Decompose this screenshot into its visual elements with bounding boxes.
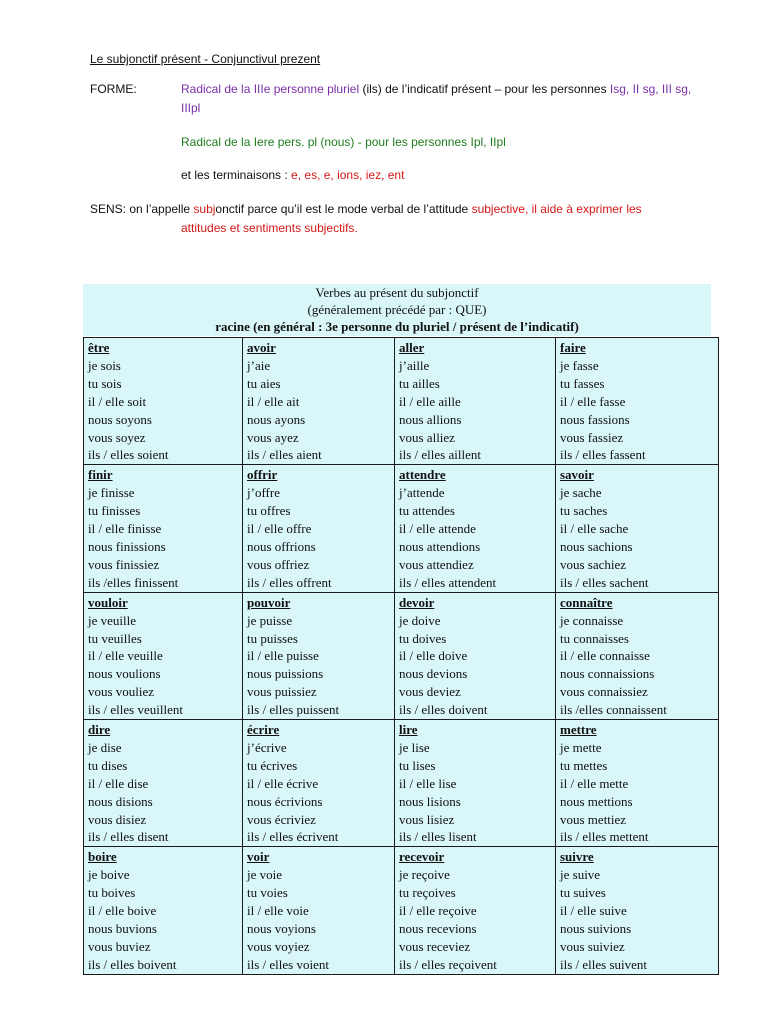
conjugated-form: vous soyez bbox=[88, 429, 146, 445]
table-heading-line-1: Verbes au présent du subjonctif bbox=[315, 285, 479, 300]
conjugated-form: tu écrives bbox=[247, 757, 298, 773]
conjugated-form: ils / elles reçoivent bbox=[399, 956, 497, 972]
conjugated-form: vous finissiez bbox=[88, 556, 160, 572]
conjugated-form: ils / elles offrent bbox=[247, 574, 332, 590]
conjugated-form: je puisse bbox=[247, 612, 293, 628]
verb-cell bbox=[84, 465, 243, 592]
terminaisons-line bbox=[181, 167, 404, 183]
conjugated-form: tu sois bbox=[88, 375, 122, 391]
conjugated-form: tu reçoives bbox=[399, 885, 456, 901]
verb-cell bbox=[243, 720, 395, 847]
conjugated-form: vous lisiez bbox=[399, 811, 455, 827]
conjugated-form: vous mettiez bbox=[560, 811, 627, 827]
conjugated-form: nous écrivions bbox=[247, 793, 323, 809]
conjugated-form: il / elle veuille bbox=[88, 648, 163, 664]
conjugated-form: j’aie bbox=[247, 357, 271, 373]
conjugated-form: il / elle boive bbox=[88, 903, 157, 919]
conjugated-form: ils / elles puissent bbox=[247, 702, 340, 718]
forme-radical-text: Radical de la IIIe personne pluriel bbox=[181, 82, 360, 96]
conjugated-form: il / elle sache bbox=[560, 521, 629, 537]
conjugated-form: nous mettions bbox=[560, 793, 633, 809]
conjugated-form: tu lises bbox=[399, 757, 436, 773]
forme-line-1b: IIIpl bbox=[181, 101, 201, 115]
conjugated-form: tu doives bbox=[399, 630, 447, 646]
conjugated-form: vous deviez bbox=[399, 684, 461, 700]
conjugated-form: vous connaissiez bbox=[560, 684, 648, 700]
conjugated-form: nous soyons bbox=[88, 411, 152, 427]
conjugated-form: ils / elles mettent bbox=[560, 829, 649, 845]
verb-cell bbox=[84, 592, 243, 719]
conjugated-form: nous fassions bbox=[560, 411, 630, 427]
conjugated-form: il / elle offre bbox=[247, 521, 312, 537]
conjugated-form: je dise bbox=[88, 739, 122, 755]
conjugated-form: je voie bbox=[247, 867, 283, 883]
conjugated-form: il / elle finisse bbox=[88, 521, 162, 537]
conjugated-form: tu suives bbox=[560, 885, 606, 901]
conjugated-form: je doive bbox=[399, 612, 441, 628]
verb-infinitive: faire bbox=[560, 340, 586, 355]
conjugated-form: j’attende bbox=[399, 485, 445, 501]
sens-subj: subj bbox=[193, 202, 216, 216]
conjugated-form: il / elle suive bbox=[560, 903, 627, 919]
conjugated-form: vous alliez bbox=[399, 429, 455, 445]
conjugated-form: il / elle voie bbox=[247, 903, 309, 919]
conjugated-form: j’écrive bbox=[247, 739, 287, 755]
conjugated-form: nous offrions bbox=[247, 538, 316, 554]
conjugated-form: nous finissions bbox=[88, 538, 166, 554]
verb-cell bbox=[84, 720, 243, 847]
verb-infinitive: aller bbox=[399, 340, 425, 355]
conjugated-form: nous connaissions bbox=[560, 666, 655, 682]
conjugated-form: il / elle écrive bbox=[247, 775, 319, 791]
conjugated-form: il / elle lise bbox=[399, 775, 457, 791]
conjugated-form: je veuille bbox=[88, 612, 137, 628]
conjugated-form: ils / elles veuillent bbox=[88, 702, 183, 718]
conjugated-form: vous fassiez bbox=[560, 429, 624, 445]
forme-middle-text: (ils) de l’indicatif présent – pour les personnes bbox=[359, 82, 610, 96]
table-row bbox=[84, 720, 719, 847]
verb-cell bbox=[395, 465, 556, 592]
conjugated-form: ils / elles disent bbox=[88, 829, 169, 845]
verb-infinitive: avoir bbox=[247, 340, 276, 355]
conjugated-form: tu voies bbox=[247, 885, 288, 901]
conjugated-form: je lise bbox=[399, 739, 430, 755]
conjugated-form: il / elle soit bbox=[88, 393, 147, 409]
forme-persons-text: Isg, II sg, III sg, bbox=[609, 82, 692, 96]
verb-infinitive: voir bbox=[247, 849, 270, 865]
conjugated-form: ils / elles lisent bbox=[399, 829, 477, 845]
conjugated-form: tu veuilles bbox=[88, 630, 142, 646]
verb-cell bbox=[84, 338, 243, 465]
conjugated-form: vous buviez bbox=[88, 938, 151, 954]
conjugated-form: nous attendions bbox=[399, 538, 481, 554]
verb-infinitive: mettre bbox=[560, 722, 597, 738]
conjugated-form: tu puisses bbox=[247, 630, 298, 646]
conjugated-form: vous attendiez bbox=[399, 556, 474, 572]
verb-cell bbox=[84, 847, 243, 974]
forme-label: FORME: bbox=[90, 82, 137, 96]
verb-cell bbox=[395, 720, 556, 847]
conjugated-form: j’aille bbox=[399, 357, 430, 373]
verb-infinitive: écrire bbox=[247, 722, 280, 738]
conjugated-form: nous lisions bbox=[399, 793, 461, 809]
sens-line-1 bbox=[90, 201, 642, 217]
conjugated-form: ils / elles sachent bbox=[560, 574, 649, 590]
terminaisons-label: et les terminaisons : bbox=[181, 168, 292, 182]
verb-infinitive: recevoir bbox=[399, 849, 445, 865]
conjugated-form: il / elle reçoive bbox=[399, 903, 477, 919]
sens-prefix: SENS: on l’appelle bbox=[90, 202, 194, 216]
conjugated-form: tu aies bbox=[247, 375, 281, 391]
conjugated-form: vous ayez bbox=[247, 429, 299, 445]
conjugated-form: il / elle doive bbox=[399, 648, 468, 664]
conjugated-form: j’offre bbox=[247, 485, 280, 501]
conjugated-form: vous écriviez bbox=[247, 811, 316, 827]
conjugated-form: je reçoive bbox=[399, 867, 450, 883]
table-heading-line-2: (généralement précédé par : QUE) bbox=[307, 302, 487, 317]
conjugated-form: ils / elles fassent bbox=[560, 447, 646, 463]
conjugated-form: nous voulions bbox=[88, 666, 161, 682]
verb-cell bbox=[556, 720, 719, 847]
conjugated-form: il / elle puisse bbox=[247, 648, 319, 664]
verb-infinitive: devoir bbox=[399, 594, 435, 610]
conjugated-form: ils / elles soient bbox=[88, 447, 169, 463]
verb-infinitive: attendre bbox=[399, 467, 446, 483]
verb-cell bbox=[556, 847, 719, 974]
verb-infinitive: finir bbox=[88, 467, 113, 483]
conjugated-form: vous puissiez bbox=[247, 684, 317, 700]
verb-cell bbox=[556, 338, 719, 465]
conjugated-form: tu saches bbox=[560, 503, 608, 519]
conjugated-form: je fasse bbox=[560, 357, 599, 373]
conjugated-form: nous puissions bbox=[247, 666, 324, 682]
conjugated-form: vous vouliez bbox=[88, 684, 155, 700]
conjugated-form: nous allions bbox=[399, 411, 462, 427]
conjugated-form: vous suiviez bbox=[560, 938, 625, 954]
verb-infinitive: connaître bbox=[560, 594, 613, 610]
conjugated-form: nous ayons bbox=[247, 411, 306, 427]
verb-cell bbox=[556, 465, 719, 592]
conjugated-form: tu connaisses bbox=[560, 630, 629, 646]
verb-cell bbox=[243, 592, 395, 719]
table-heading bbox=[83, 284, 711, 336]
sens-line-2: attitudes et sentiments subjectifs. bbox=[181, 221, 358, 235]
conjugated-form: vous sachiez bbox=[560, 556, 627, 572]
verb-cell bbox=[243, 847, 395, 974]
conjugation-table bbox=[83, 337, 719, 975]
conjugated-form: je mette bbox=[560, 739, 602, 755]
conjugated-form: nous buvions bbox=[88, 921, 157, 936]
conjugated-form: tu boives bbox=[88, 885, 136, 901]
forme-line-2: Radical de la Iere pers. pl (nous) - pour les personnes Ipl, IIpl bbox=[181, 135, 506, 149]
conjugated-form: il / elle mette bbox=[560, 775, 629, 791]
conjugated-form: nous devions bbox=[399, 666, 468, 682]
conjugated-form: tu ailles bbox=[399, 375, 440, 391]
conjugated-form: nous suivions bbox=[560, 921, 632, 936]
verb-infinitive: suivre bbox=[560, 849, 594, 865]
conjugated-form: nous recevions bbox=[399, 921, 477, 936]
conjugated-form: tu mettes bbox=[560, 757, 608, 773]
conjugation-table-body bbox=[84, 338, 719, 975]
conjugated-form: je boive bbox=[88, 867, 130, 883]
verb-cell bbox=[556, 592, 719, 719]
verb-cell bbox=[395, 338, 556, 465]
table-row bbox=[84, 592, 719, 719]
conjugated-form: vous receviez bbox=[399, 938, 471, 954]
conjugated-form: ils / elles voient bbox=[247, 956, 329, 972]
verb-cell bbox=[243, 338, 395, 465]
conjugated-form: nous disions bbox=[88, 793, 153, 809]
conjugated-form: il / elle aille bbox=[399, 393, 461, 409]
conjugated-form: il / elle ait bbox=[247, 393, 300, 409]
verb-infinitive: être bbox=[88, 340, 110, 355]
conjugated-form: il / elle connaisse bbox=[560, 648, 650, 664]
conjugated-form: vous offriez bbox=[247, 556, 310, 572]
verb-cell bbox=[395, 847, 556, 974]
sens-subjective: subjective, il aide à exprimer les bbox=[471, 202, 642, 216]
conjugated-form: ils / elles attendent bbox=[399, 574, 497, 590]
table-row bbox=[84, 465, 719, 592]
conjugated-form: ils /elles finissent bbox=[88, 574, 179, 590]
conjugated-form: nous sachions bbox=[560, 538, 633, 554]
conjugated-form: ils / elles écrivent bbox=[247, 829, 339, 845]
verb-cell bbox=[243, 465, 395, 592]
conjugated-form: ils / elles aillent bbox=[399, 447, 481, 463]
verb-infinitive: pouvoir bbox=[247, 594, 291, 610]
conjugated-form: je sache bbox=[560, 485, 602, 501]
forme-line-1 bbox=[181, 81, 691, 97]
conjugated-form: ils / elles boivent bbox=[88, 956, 177, 972]
conjugated-form: tu dises bbox=[88, 757, 128, 773]
terminaisons-values: e, es, e, ions, iez, ent bbox=[291, 168, 405, 182]
conjugated-form: ils / elles aient bbox=[247, 447, 322, 463]
conjugated-form: tu attendes bbox=[399, 503, 455, 519]
conjugated-form: ils / elles suivent bbox=[560, 956, 648, 972]
verb-infinitive: dire bbox=[88, 722, 111, 738]
conjugated-form: tu fasses bbox=[560, 375, 605, 391]
table-row bbox=[84, 338, 719, 465]
conjugated-form: je suive bbox=[560, 867, 601, 883]
conjugated-form: il / elle attende bbox=[399, 521, 476, 537]
conjugated-form: ils / elles doivent bbox=[399, 702, 488, 718]
conjugated-form: tu offres bbox=[247, 503, 291, 519]
conjugated-form: je sois bbox=[88, 357, 121, 373]
page-title: Le subjonctif présent - Conjunctivul prezent bbox=[90, 52, 321, 66]
verb-infinitive: vouloir bbox=[88, 594, 128, 610]
conjugated-form: je connaisse bbox=[560, 612, 624, 628]
verb-infinitive: savoir bbox=[560, 467, 594, 483]
conjugated-form: il / elle dise bbox=[88, 775, 149, 791]
conjugated-form: vous voyiez bbox=[247, 938, 310, 954]
conjugated-form: je finisse bbox=[88, 485, 135, 501]
sens-middle: onctif parce qu’il est le mode verbal de l’attitude bbox=[215, 202, 472, 216]
verb-infinitive: lire bbox=[399, 722, 418, 738]
conjugated-form: ils /elles connaissent bbox=[560, 702, 667, 718]
verb-infinitive: offrir bbox=[247, 467, 278, 483]
table-heading-line-3: racine (en général : 3e personne du pluriel / présent de l’indicatif) bbox=[215, 319, 579, 334]
verb-infinitive: boire bbox=[88, 849, 117, 865]
table-row bbox=[84, 847, 719, 974]
conjugated-form: tu finisses bbox=[88, 503, 141, 519]
conjugated-form: vous disiez bbox=[88, 811, 147, 827]
verb-cell bbox=[395, 592, 556, 719]
conjugated-form: il / elle fasse bbox=[560, 393, 626, 409]
conjugated-form: nous voyions bbox=[247, 921, 316, 936]
